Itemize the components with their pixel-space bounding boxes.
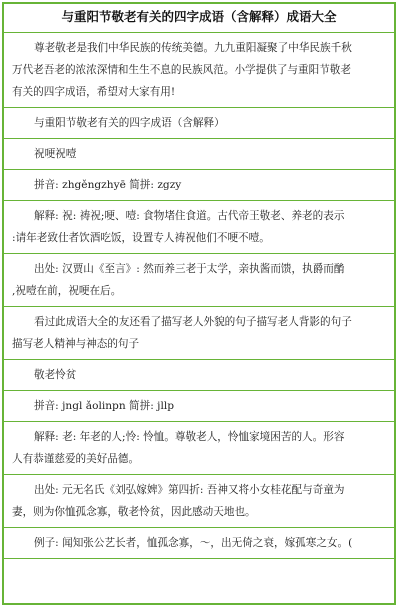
text-line: 人有恭谨慈爱的美好品德。 <box>12 453 140 465</box>
text-line: ,祝噎在前，祝哽在后。 <box>12 285 122 297</box>
example-paragraph <box>4 528 394 559</box>
idiom-term <box>4 360 394 391</box>
explanation-paragraph <box>4 422 394 475</box>
document-frame <box>2 2 396 605</box>
section-heading <box>4 108 394 139</box>
text-line: 描写老人精神与神态的句子 <box>12 338 140 350</box>
text-line: 出处: 元无名氏《刘弘嫁婢》第四折: 吾神又将小女桂花配与奇童为 <box>34 484 345 496</box>
source-paragraph <box>4 254 394 307</box>
text-line: 拼音: jngl ǎolinpn 简拼: jllp <box>34 400 174 412</box>
text-line: 有关的四字成语，希望对大家有用! <box>12 86 176 98</box>
text-line: 看过此成语大全的友还看了描写老人外貌的句子描写老人背影的句子 <box>34 316 352 328</box>
pinyin-row <box>4 170 394 201</box>
text-line: 解释: 祝: 祷祝;哽、噎: 食物堵住食道。古代帝王敬老、养老的表示 <box>34 210 345 222</box>
idiom-term <box>4 139 394 170</box>
text-line: 万代老吾老的浓浓深情和生生不息的民族风范。小学提供了与重阳节敬老 <box>12 64 351 76</box>
source-paragraph <box>4 475 394 528</box>
text-line: 祝哽祝噎 <box>34 148 77 160</box>
text-line: 妻，则为你恤孤念寡，敬老怜贫，因此感动天地也。 <box>12 506 256 518</box>
text-line: 与重阳节敬老有关的四字成语（含解释） <box>34 117 225 129</box>
explanation-paragraph <box>4 201 394 254</box>
text-line: 拼音: zhgěngzhyē 简拼: zgzy <box>34 179 182 191</box>
text-line: 例子: 闻知张公艺长者，恤孤念寡，～，出无倚之衰，嫁孤寒之女。( <box>34 537 353 549</box>
text-line: 尊老敬老是我们中华民族的传统美德。九九重阳凝聚了中华民族千秋 <box>34 42 352 54</box>
pinyin-row <box>4 391 394 422</box>
text-line: 敬老怜贫 <box>34 369 77 381</box>
text-line: 出处: 汉贾山《至言》: 然而养三老于太学，亲执酱而馈，执爵而酳 <box>34 263 345 275</box>
text-line: 解释: 老: 年老的人;怜: 怜恤。尊敬老人，怜恤家境困苦的人。形容 <box>34 431 345 443</box>
related-links-paragraph <box>4 307 394 360</box>
page-title: 与重阳节敬老有关的四字成语（含解释）成语大全 <box>4 4 394 33</box>
intro-paragraph <box>4 33 394 108</box>
text-line: :请年老致仕者饮酒吃饭，设置专人祷祝他们不哽不噎。 <box>12 232 270 244</box>
